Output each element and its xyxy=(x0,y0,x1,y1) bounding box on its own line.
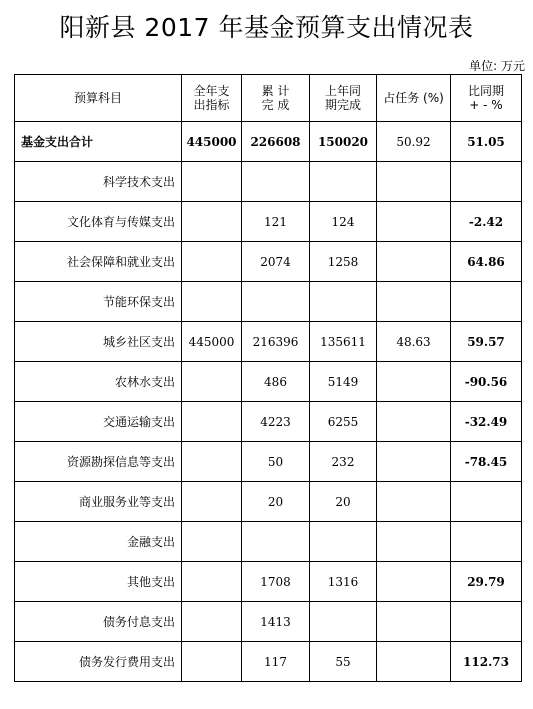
cell-name: 基金支出合计 xyxy=(15,122,182,162)
header-pct-label: 占任务 (%) xyxy=(383,91,444,105)
cell-pct xyxy=(377,202,451,242)
cell-yoy xyxy=(451,482,522,522)
cell-name: 金融支出 xyxy=(15,522,182,562)
table-row xyxy=(15,362,522,402)
cell-name: 文化体育与传媒支出 xyxy=(15,202,182,242)
cell-pct xyxy=(377,562,451,602)
cell-cumulative: 4223 xyxy=(242,402,310,442)
header-yoy-line2: + - % xyxy=(469,98,503,112)
cell-pct: 48.63 xyxy=(377,322,451,362)
cell-pct xyxy=(377,482,451,522)
cell-last-year: 124 xyxy=(310,202,377,242)
cell-last-year: 6255 xyxy=(310,402,377,442)
cell-last-year xyxy=(310,282,377,322)
table-row xyxy=(15,482,522,522)
cell-pct xyxy=(377,602,451,642)
cell-yoy: -32.49 xyxy=(451,402,522,442)
table-header-row xyxy=(15,75,522,122)
header-yoy-line1: 比同期 xyxy=(467,84,504,98)
cell-plan xyxy=(182,522,242,562)
cell-yoy: 112.73 xyxy=(451,642,522,682)
cell-yoy: 59.57 xyxy=(451,322,522,362)
cell-cumulative: 20 xyxy=(242,482,310,522)
cell-last-year: 150020 xyxy=(310,122,377,162)
header-cumulative xyxy=(242,75,310,122)
table-row xyxy=(15,522,522,562)
cell-plan xyxy=(182,482,242,522)
cell-pct xyxy=(377,442,451,482)
header-last-year-line1: 上年同 xyxy=(324,84,361,98)
cell-cumulative: 1413 xyxy=(242,602,310,642)
cell-name: 其他支出 xyxy=(15,562,182,602)
table-row xyxy=(15,162,522,202)
cell-plan xyxy=(182,642,242,682)
cell-cumulative: 226608 xyxy=(242,122,310,162)
header-plan-line2: 出指标 xyxy=(193,98,230,112)
table-body xyxy=(15,122,522,682)
cell-cumulative: 2074 xyxy=(242,242,310,282)
cell-last-year: 232 xyxy=(310,442,377,482)
cell-yoy: -78.45 xyxy=(451,442,522,482)
cell-yoy xyxy=(451,162,522,202)
header-last-year-line2: 期完成 xyxy=(324,98,361,112)
page-title: 阳新县 2017 年基金预算支出情况表 xyxy=(59,13,474,42)
header-plan xyxy=(182,75,242,122)
table-row xyxy=(15,402,522,442)
cell-yoy: 64.86 xyxy=(451,242,522,282)
table-row xyxy=(15,602,522,642)
cell-name: 农林水支出 xyxy=(15,362,182,402)
cell-plan xyxy=(182,202,242,242)
cell-cumulative xyxy=(242,282,310,322)
cell-cumulative: 486 xyxy=(242,362,310,402)
cell-pct xyxy=(377,642,451,682)
cell-last-year xyxy=(310,602,377,642)
table-row xyxy=(15,242,522,282)
cell-last-year xyxy=(310,162,377,202)
cell-plan: 445000 xyxy=(182,322,242,362)
table-row xyxy=(15,642,522,682)
cell-last-year: 135611 xyxy=(310,322,377,362)
table-row xyxy=(15,202,522,242)
table-row xyxy=(15,442,522,482)
table-row-total xyxy=(15,122,522,162)
cell-name: 社会保障和就业支出 xyxy=(15,242,182,282)
table-row xyxy=(15,282,522,322)
cell-cumulative: 216396 xyxy=(242,322,310,362)
cell-cumulative: 121 xyxy=(242,202,310,242)
cell-yoy: 29.79 xyxy=(451,562,522,602)
cell-cumulative xyxy=(242,162,310,202)
cell-cumulative: 1708 xyxy=(242,562,310,602)
cell-yoy xyxy=(451,602,522,642)
cell-last-year: 55 xyxy=(310,642,377,682)
unit-label: 单位: 万元 xyxy=(469,59,525,73)
cell-plan xyxy=(182,162,242,202)
cell-pct xyxy=(377,362,451,402)
cell-name: 债务发行费用支出 xyxy=(15,642,182,682)
cell-yoy: -90.56 xyxy=(451,362,522,402)
cell-last-year: 5149 xyxy=(310,362,377,402)
header-yoy xyxy=(451,75,522,122)
cell-pct xyxy=(377,282,451,322)
cell-name: 节能环保支出 xyxy=(15,282,182,322)
header-name xyxy=(15,75,182,122)
cell-yoy xyxy=(451,522,522,562)
cell-name: 资源勘探信息等支出 xyxy=(15,442,182,482)
header-pct xyxy=(377,75,451,122)
cell-yoy xyxy=(451,282,522,322)
cell-name: 商业服务业等支出 xyxy=(15,482,182,522)
cell-last-year: 1258 xyxy=(310,242,377,282)
cell-yoy: -2.42 xyxy=(451,202,522,242)
cell-plan xyxy=(182,362,242,402)
header-plan-line1: 全年支 xyxy=(193,84,230,98)
cell-pct xyxy=(377,522,451,562)
cell-plan xyxy=(182,282,242,322)
cell-pct xyxy=(377,242,451,282)
budget-table xyxy=(14,74,522,682)
cell-plan xyxy=(182,602,242,642)
header-cumulative-line1: 累 计 xyxy=(261,84,290,98)
cell-name: 债务付息支出 xyxy=(15,602,182,642)
cell-name: 城乡社区支出 xyxy=(15,322,182,362)
cell-plan xyxy=(182,562,242,602)
cell-cumulative: 117 xyxy=(242,642,310,682)
cell-plan xyxy=(182,442,242,482)
cell-cumulative xyxy=(242,522,310,562)
cell-last-year: 1316 xyxy=(310,562,377,602)
header-cumulative-line2: 完 成 xyxy=(261,98,290,112)
cell-plan xyxy=(182,402,242,442)
cell-name: 科学技术支出 xyxy=(15,162,182,202)
cell-name: 交通运输支出 xyxy=(15,402,182,442)
cell-plan xyxy=(182,242,242,282)
cell-yoy: 51.05 xyxy=(451,122,522,162)
cell-cumulative: 50 xyxy=(242,442,310,482)
cell-plan: 445000 xyxy=(182,122,242,162)
table-row xyxy=(15,322,522,362)
cell-pct xyxy=(377,162,451,202)
cell-last-year: 20 xyxy=(310,482,377,522)
cell-last-year xyxy=(310,522,377,562)
header-last-year xyxy=(310,75,377,122)
cell-pct: 50.92 xyxy=(377,122,451,162)
cell-pct xyxy=(377,402,451,442)
header-name-label: 预算科目 xyxy=(73,91,122,105)
table-row xyxy=(15,562,522,602)
